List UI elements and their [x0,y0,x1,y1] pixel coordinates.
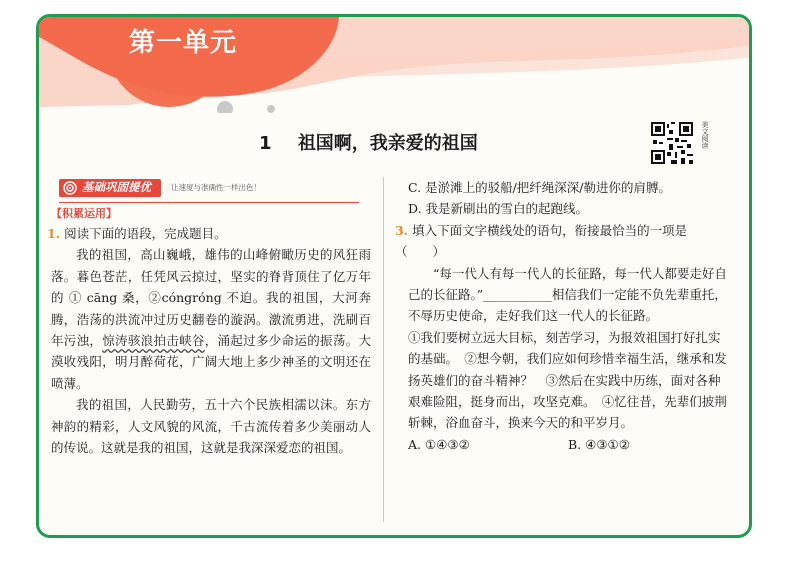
section-underline [59,202,359,203]
passage-paragraph-2: 我的祖国，人民勤劳，五十六个民族相濡以沫。东方神韵的精彩，人文风貌的风流，千古流传着多少美丽动人的传说。这就是我的祖国，这就是我深深爱恋的祖国。 [51,397,371,456]
section-header [59,177,371,199]
question-3-prompt [395,220,730,263]
q2-option-c: C. 是淤滩上的驳船/把纤绳深深/勒进你的肩膊。 [408,180,671,195]
option-a[interactable]: A. ①④③② [408,436,470,452]
q2-option-d: D. 我是新刷出的雪白的起跑线。 [408,201,589,217]
question-1-text: 阅读下面的语段，完成题目。 [64,226,227,241]
passage-1-wavy-underline: 惊涛骇浪拍击峡谷 [102,333,205,349]
question-3-text: 填入下面文字横线处的语句，衔接最恰当的一项是（ ） [395,222,688,260]
right-column [395,177,730,455]
target-icon [63,181,77,195]
question-3-quote: “每一代人有每一代人的长征路，每一代人都要走好自己的长征路。”___________相信我们一定能不负先辈重托，不辱历史使命，走好我们这一代人的长征路。 [408,265,727,324]
qr-label: 美文阅读 [701,121,709,149]
page-frame [36,14,752,538]
lesson-title-text: 祖国啊，我亲爱的祖国 [297,133,478,154]
section-badge [59,179,161,197]
question-1-number: 1. [47,226,61,241]
passage-1-part-a: 我的祖国，高山巍峨，雄伟的山峰俯瞰历史的风狂雨落。暮色苍茫，任凭风云掠过，坚实的脊背顶住了亿万年的 ① cāng 桑，②cóngróng 不迫。我的祖国，大河奔腾，浩荡的洪流冲过历史翻卷的漩涡。激流勇进，洗刷百年污浊， [51,247,371,349]
sub-heading: 【积累运用】 [51,207,117,220]
question-3-options [395,434,730,455]
passage-paragraph-1 [47,244,371,394]
unit-title: 第一单元 [129,28,238,58]
passage-1-part-b: ，涌起过多少命运的振荡。大漠收残阳，明月醉荷花，广阔大地上多少神圣的文明还在喷薄。 [51,333,371,391]
lesson-title [259,129,478,155]
question-3-number: 3. [395,222,409,238]
question-1-prompt [47,223,371,244]
section-slogan: 让速度与准确性一样出色！ [171,183,261,193]
left-column [47,177,371,458]
question-3-items: ①我们要树立远大目标，刻苦学习，为报效祖国打好扎实的基础。 ②想今朝，我们应如何珍惜幸福生活，继承和发扬英雄们的奋斗精神？ ③然后在实践中历练，面对各种艰难险阻，挺身而出，攻坚克难。 ④忆往昔，先辈们披荆斩棘，浴血奋斗，换来今天的和平岁月。 [408,329,727,431]
option-b[interactable]: B. ④③①② [568,436,630,452]
column-divider [383,177,384,522]
section-badge-text: 基础巩固提优 [82,180,151,195]
lesson-number: 1 [259,133,272,154]
qr-code-icon[interactable] [651,121,693,165]
